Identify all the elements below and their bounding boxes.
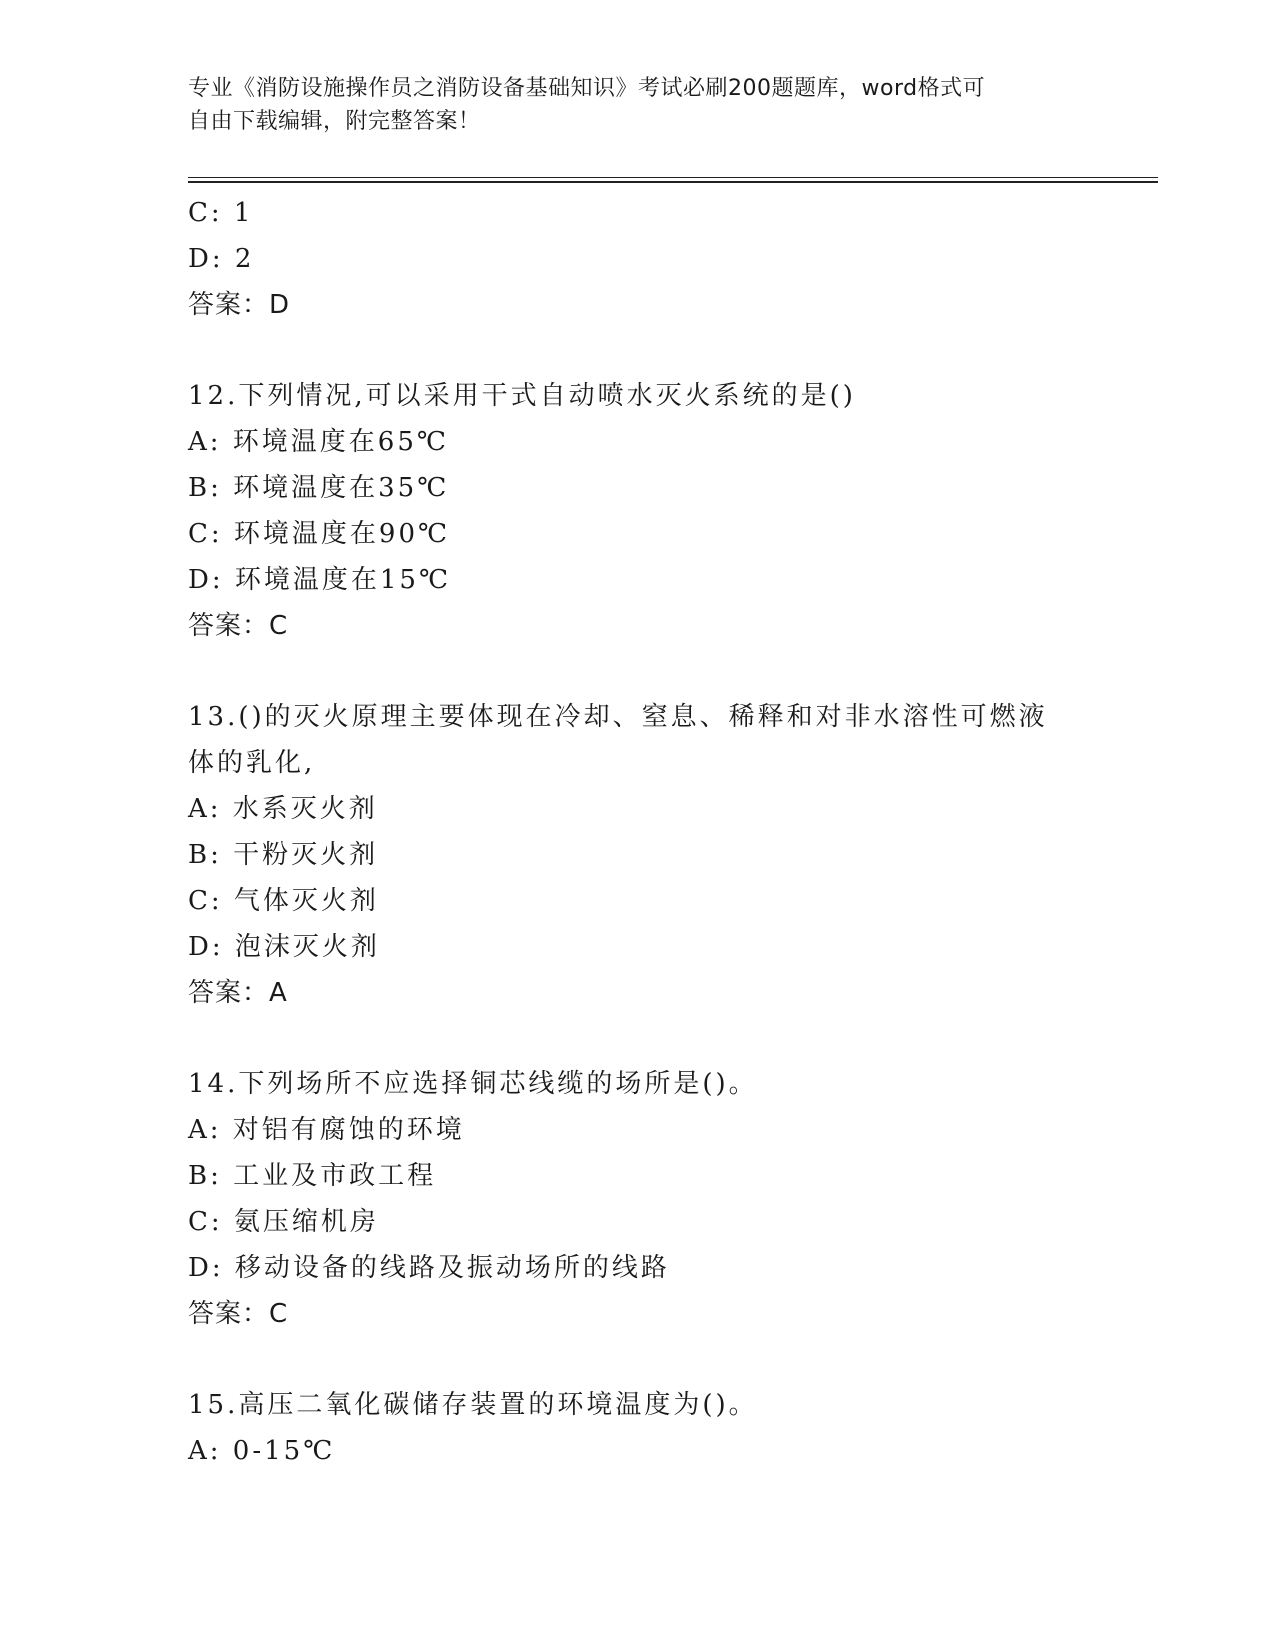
option-d: D: 2	[188, 244, 255, 274]
question-13	[188, 699, 1088, 1021]
option-c: C: 气体灭火剂	[188, 886, 379, 916]
question-text: 12.下列情况,可以采用干式自动喷水灭火系统的是()	[188, 381, 856, 411]
option-c: C: 环境温度在90℃	[188, 519, 451, 549]
option-a: A: 0-15℃	[188, 1436, 336, 1466]
spacer	[188, 654, 1088, 699]
option-d: D: 泡沫灭火剂	[188, 932, 380, 962]
option-d: D: 移动设备的线路及振动场所的线路	[188, 1253, 670, 1283]
question-12	[188, 378, 1088, 654]
header-divider-thin	[188, 177, 1158, 178]
header-line-1: 专业《消防设施操作员之消防设备基础知识》考试必刷200题题库，word格式可	[188, 76, 986, 101]
option-b: B: 环境温度在35℃	[188, 473, 450, 503]
answer: 答案：D	[188, 290, 291, 320]
question-list	[188, 195, 1088, 1479]
question-text-line-2: 体的乳化,	[188, 748, 316, 778]
option-a: A: 水系灭火剂	[188, 794, 378, 824]
header-divider-thick	[188, 181, 1158, 183]
option-d: D: 环境温度在15℃	[188, 565, 452, 595]
option-c: C: 1	[188, 198, 254, 228]
option-a: A: 对铝有腐蚀的环境	[188, 1115, 465, 1145]
spacer	[188, 1342, 1088, 1387]
header-line-2: 自由下载编辑，附完整答案！	[188, 109, 481, 134]
question-11-tail	[188, 195, 1088, 333]
spacer	[188, 1021, 1088, 1066]
option-c: C: 氨压缩机房	[188, 1207, 379, 1237]
question-text-line-1: 13.()的灭火原理主要体现在冷却、窒息、稀释和对非水溶性可燃液	[188, 702, 1048, 732]
option-b: B: 干粉灭火剂	[188, 840, 379, 870]
answer: 答案：C	[188, 611, 289, 641]
spacer	[188, 333, 1088, 378]
answer: 答案：A	[188, 978, 288, 1008]
answer: 答案：C	[188, 1299, 289, 1329]
option-a: A: 环境温度在65℃	[188, 427, 449, 457]
option-b: B: 工业及市政工程	[188, 1161, 437, 1191]
question-text: 14.下列场所不应选择铜芯线缆的场所是()。	[188, 1069, 758, 1099]
question-14	[188, 1066, 1088, 1342]
document-header	[188, 72, 1088, 138]
question-text: 15.高压二氧化碳储存装置的环境温度为()。	[188, 1390, 758, 1420]
question-15	[188, 1387, 1088, 1479]
